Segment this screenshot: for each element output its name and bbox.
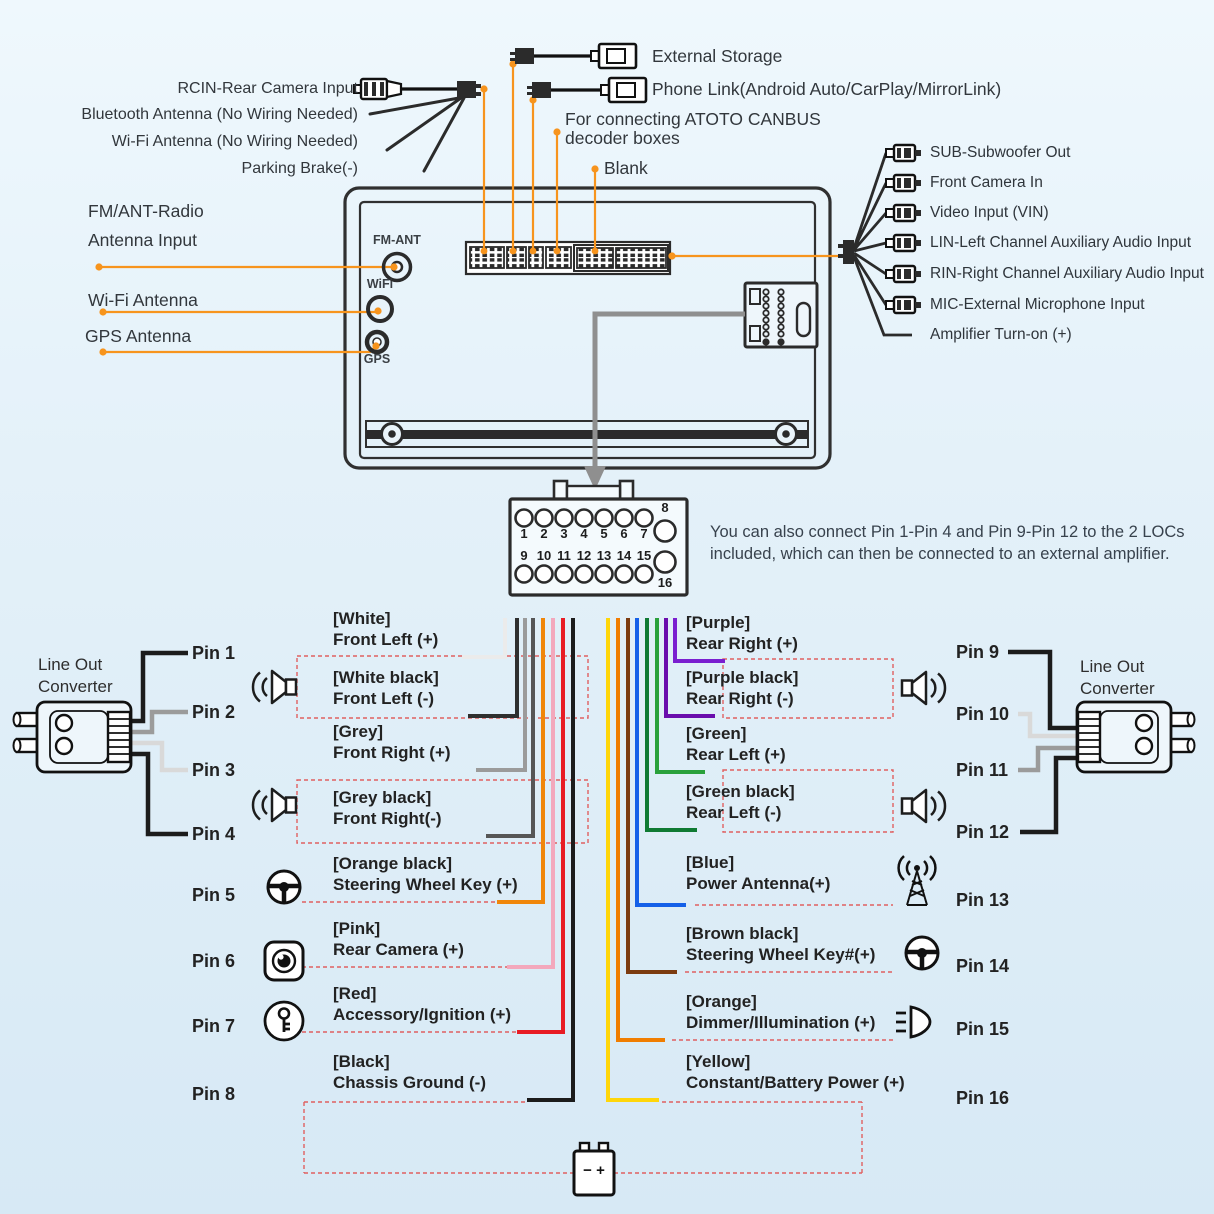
pin-label-1: Pin 1 bbox=[192, 643, 236, 663]
wire-label-pin-7: [Red] Accessory/Ignition (+) bbox=[333, 984, 512, 1024]
wire-label-pin-4: [Grey black] Front Right(-) bbox=[333, 788, 442, 828]
harness-arrow bbox=[584, 314, 745, 490]
wire-label-pin-3: [Grey] Front Right (+) bbox=[333, 722, 451, 762]
wire-label-pin-11: [Green] Rear Left (+) bbox=[686, 724, 786, 764]
pin-label-11: Pin 11 bbox=[956, 760, 1009, 780]
usb-connector-icon bbox=[601, 78, 646, 102]
wire-label-pin-9: [Purple] Rear Right (+) bbox=[686, 613, 798, 653]
label-video-input: Video Input (VIN) bbox=[930, 204, 1049, 221]
wire-label-pin-13: [Blue] Power Antenna(+) bbox=[686, 853, 831, 893]
label-phone-link: Phone Link(Android Auto/CarPlay/MirrorLink) bbox=[652, 79, 1002, 99]
pin-label-16: Pin 16 bbox=[956, 1088, 1010, 1108]
loc-wires-right bbox=[1008, 652, 1080, 832]
pin-label-12: Pin 12 bbox=[956, 822, 1010, 842]
label-fm-antenna-2: Antenna Input bbox=[88, 230, 197, 250]
rear-output-cluster bbox=[838, 145, 921, 335]
label-line-out-converter-right: Line Out Converter bbox=[1080, 657, 1155, 698]
loc-wires-left bbox=[130, 653, 188, 834]
pin-label-13: Pin 13 bbox=[956, 890, 1010, 910]
headlight-icon bbox=[896, 1007, 930, 1037]
wire-label-pin-12: [Green black] Rear Left (-) bbox=[686, 782, 795, 822]
label-external-storage: External Storage bbox=[652, 46, 783, 66]
line-out-converter-icon bbox=[1077, 702, 1195, 772]
connector-pin-number: 4 bbox=[580, 526, 588, 541]
rca-plug-icon bbox=[886, 175, 921, 191]
label-gps-antenna: GPS Antenna bbox=[85, 326, 192, 346]
wire-label-pin-6: [Pink] Rear Camera (+) bbox=[333, 919, 464, 959]
label-line-out-converter-left: Line Out Converter bbox=[38, 655, 113, 696]
connector-pin-number: 5 bbox=[600, 526, 608, 541]
screw-icon bbox=[776, 424, 797, 445]
rear-camera-icon bbox=[265, 942, 303, 980]
port-label-wifi: WiFi bbox=[366, 277, 394, 291]
connector-pin-number: 9 bbox=[520, 548, 528, 563]
label-amplifier-turn-on: Amplifier Turn-on (+) bbox=[930, 326, 1072, 343]
wire-label-pin-1: [White] Front Left (+) bbox=[333, 609, 439, 649]
connector-pin-number: 11 bbox=[557, 548, 571, 563]
ignition-key-icon bbox=[265, 1002, 303, 1040]
rca-plug-icon bbox=[886, 297, 921, 313]
label-lin-input: LIN-Left Channel Auxiliary Audio Input bbox=[930, 234, 1192, 251]
screw-icon bbox=[382, 424, 403, 445]
phone-link-cable bbox=[527, 78, 646, 102]
wire-label-pin-10: [Purple black] Rear Right (-) bbox=[686, 668, 799, 708]
label-rcin: RCIN-Rear Camera Input bbox=[177, 80, 358, 97]
rca-plug-icon bbox=[886, 145, 921, 161]
label-canbus: For connecting ATOTO CANBUS decoder boxes bbox=[565, 109, 821, 148]
connector-pin-number: 16 bbox=[657, 575, 673, 590]
speaker-icon bbox=[253, 671, 296, 703]
connector-pin-number: 12 bbox=[576, 548, 592, 563]
connector-pin-number: 2 bbox=[540, 526, 548, 541]
note-line-1: You can also connect Pin 1-Pin 4 and Pin 9-Pin 12 to the 2 LOCs bbox=[710, 523, 1185, 541]
steering-wheel-icon bbox=[906, 937, 938, 969]
label-fm-antenna-1: FM/ANT-Radio bbox=[88, 201, 204, 221]
steering-wheel-icon bbox=[268, 871, 300, 903]
harness-socket bbox=[745, 283, 817, 347]
power-antenna-icon bbox=[899, 856, 936, 905]
pin-label-5: Pin 5 bbox=[192, 885, 236, 905]
pin-label-7: Pin 7 bbox=[192, 1016, 236, 1036]
pin-label-9: Pin 9 bbox=[956, 642, 1000, 662]
label-subwoofer-out: SUB-Subwoofer Out bbox=[930, 144, 1071, 161]
label-blank: Blank bbox=[604, 158, 648, 178]
wire-label-pin-8: [Black] Chassis Ground (-) bbox=[333, 1052, 487, 1092]
speaker-icon bbox=[902, 672, 945, 704]
wire-label-pin-5: [Orange black] Steering Wheel Key (+) bbox=[333, 854, 518, 894]
rcin-rca-connector-icon bbox=[354, 79, 457, 99]
wire-label-pin-2: [White black] Front Left (-) bbox=[333, 668, 439, 708]
battery-terminal-label: − + bbox=[583, 1162, 605, 1179]
rca-plug-icon bbox=[886, 266, 921, 282]
label-front-camera-in: Front Camera In bbox=[930, 174, 1043, 191]
wire-label-pin-16: [Yellow] Constant/Battery Power (+) bbox=[686, 1052, 905, 1092]
pin-label-14: Pin 14 bbox=[956, 956, 1010, 976]
connector-pin-number: 10 bbox=[536, 548, 552, 563]
pin-label-6: Pin 6 bbox=[192, 951, 236, 971]
connector-pin-number: 13 bbox=[596, 548, 612, 563]
pin-label-4: Pin 4 bbox=[192, 824, 236, 844]
connector-pin-number: 7 bbox=[640, 526, 648, 541]
label-bluetooth-antenna: Bluetooth Antenna (No Wiring Needed) bbox=[81, 106, 358, 123]
note-line-2: included, which can then be connected to an external amplifier. bbox=[710, 545, 1170, 563]
label-mic-input: MIC-External Microphone Input bbox=[930, 296, 1145, 313]
line-out-converter-icon bbox=[14, 702, 132, 772]
speaker-icon bbox=[902, 790, 945, 822]
label-wifi-antenna-top: Wi-Fi Antenna (No Wiring Needed) bbox=[111, 133, 358, 150]
connector-pin-number: 1 bbox=[520, 526, 528, 541]
label-parking-brake: Parking Brake(-) bbox=[241, 160, 358, 177]
label-rin-input: RIN-Right Channel Auxiliary Audio Input bbox=[930, 265, 1204, 282]
connector-pin-number: 3 bbox=[560, 526, 568, 541]
connector-pin-number: 6 bbox=[620, 526, 628, 541]
main-connector-strip bbox=[466, 242, 670, 274]
wire-label-pin-15: [Orange] Dimmer/Illumination (+) bbox=[686, 992, 876, 1032]
connector-pin-number: 14 bbox=[616, 548, 632, 563]
rca-plug-icon bbox=[886, 235, 921, 251]
wire-label-pin-14: [Brown black] Steering Wheel Key#(+) bbox=[686, 924, 876, 964]
pin-label-2: Pin 2 bbox=[192, 702, 236, 722]
rca-plug-icon bbox=[886, 205, 921, 221]
pin-label-10: Pin 10 bbox=[956, 704, 1010, 724]
external-storage-cable bbox=[510, 44, 636, 68]
usb-connector-icon bbox=[591, 44, 636, 68]
speaker-icon bbox=[253, 789, 296, 821]
port-label-gps: GPS bbox=[363, 352, 391, 366]
pin-label-3: Pin 3 bbox=[192, 760, 236, 780]
connector-pin-number: 8 bbox=[661, 500, 669, 515]
port-label-fm-ant: FM-ANT bbox=[373, 233, 421, 247]
pin-label-8: Pin 8 bbox=[192, 1084, 236, 1104]
connector-pin-number: 15 bbox=[636, 548, 652, 563]
label-wifi-antenna: Wi-Fi Antenna bbox=[88, 290, 198, 310]
pin-label-15: Pin 15 bbox=[956, 1019, 1010, 1039]
